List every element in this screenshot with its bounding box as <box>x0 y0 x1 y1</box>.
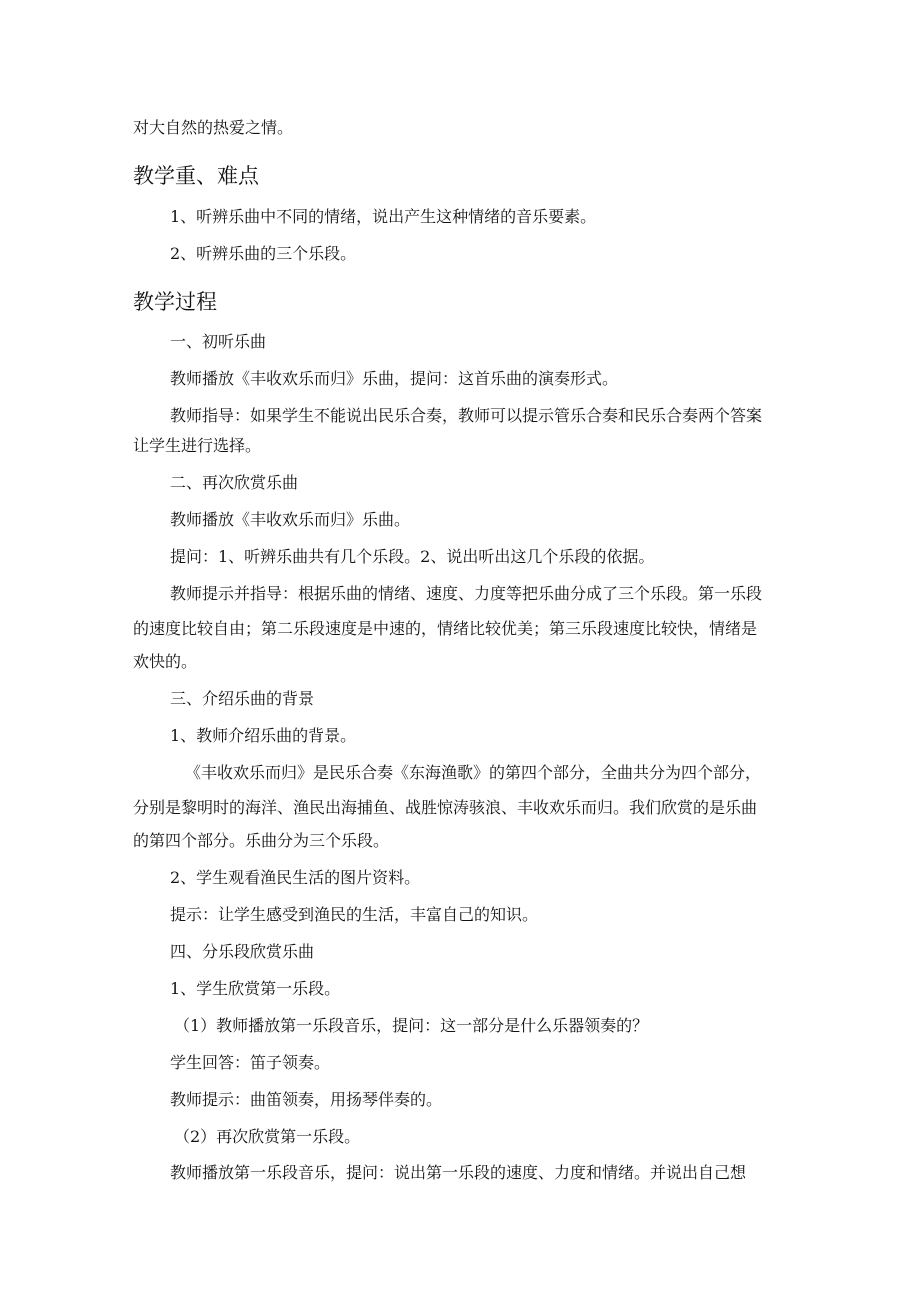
section-heading: 教学重、难点 <box>133 164 259 188</box>
text-line: 学生回答：笛子领奏。 <box>170 1053 331 1072</box>
text-line: 1、教师介绍乐曲的背景。 <box>170 726 357 745</box>
subsection-heading: 二、再次欣赏乐曲 <box>170 473 299 492</box>
text-line: 分别是黎明时的海洋、渔民出海捕鱼、战胜惊涛骇浪、丰收欢乐而归。我们欣赏的是乐曲 <box>133 798 758 817</box>
text-line: 教师播放第一乐段音乐，提问：说出第一乐段的速度、力度和情绪。并说出自己想 <box>170 1163 747 1182</box>
text-line: 1、学生欣赏第一乐段。 <box>170 979 341 998</box>
text-line: 2、听辨乐曲的三个乐段。 <box>170 244 357 263</box>
text-line: 对大自然的热爱之情。 <box>133 118 294 137</box>
text-line: 的第四个部分。乐曲分为三个乐段。 <box>133 831 390 850</box>
text-line: 让学生进行选择。 <box>133 436 262 455</box>
text-line: （2）再次欣赏第一乐段。 <box>174 1127 361 1146</box>
subsection-heading: 一、初听乐曲 <box>170 332 267 351</box>
text-line: 的速度比较自由；第二乐段速度是中速的，情绪比较优美；第三乐段速度比较快，情绪是 <box>133 619 758 638</box>
text-line: 教师播放《丰收欢乐而归》乐曲。 <box>170 510 411 529</box>
section-heading: 教学过程 <box>133 290 217 314</box>
text-line: （1）教师播放第一乐段音乐，提问：这一部分是什么乐器领奏的？ <box>174 1016 649 1035</box>
subsection-heading: 四、分乐段欣赏乐曲 <box>170 942 315 961</box>
text-line: 提问：1、听辨乐曲共有几个乐段。2、说出听出这几个乐段的依据。 <box>170 547 655 566</box>
text-line: 教师提示：曲笛领奏，用扬琴伴奏的。 <box>170 1090 443 1109</box>
text-line: 教师指导：如果学生不能说出民乐合奏，教师可以提示管乐合奏和民乐合奏两个答案 <box>170 406 763 425</box>
text-line: 欢快的。 <box>133 652 198 671</box>
text-line: 《丰收欢乐而归》是民乐合奏《东海渔歌》的第四个部分，全曲共分为四个部分， <box>185 763 762 782</box>
text-line: 教师播放《丰收欢乐而归》乐曲，提问：这首乐曲的演奏形式。 <box>170 369 619 388</box>
subsection-heading: 三、介绍乐曲的背景 <box>170 689 315 708</box>
text-line: 1、听辨乐曲中不同的情绪，说出产生这种情绪的音乐要素。 <box>170 207 597 226</box>
text-line: 提示：让学生感受到渔民的生活，丰富自己的知识。 <box>170 905 539 924</box>
text-line: 2、学生观看渔民生活的图片资料。 <box>170 868 421 887</box>
text-line: 教师提示并指导：根据乐曲的情绪、速度、力度等把乐曲分成了三个乐段。第一乐段 <box>170 584 763 603</box>
